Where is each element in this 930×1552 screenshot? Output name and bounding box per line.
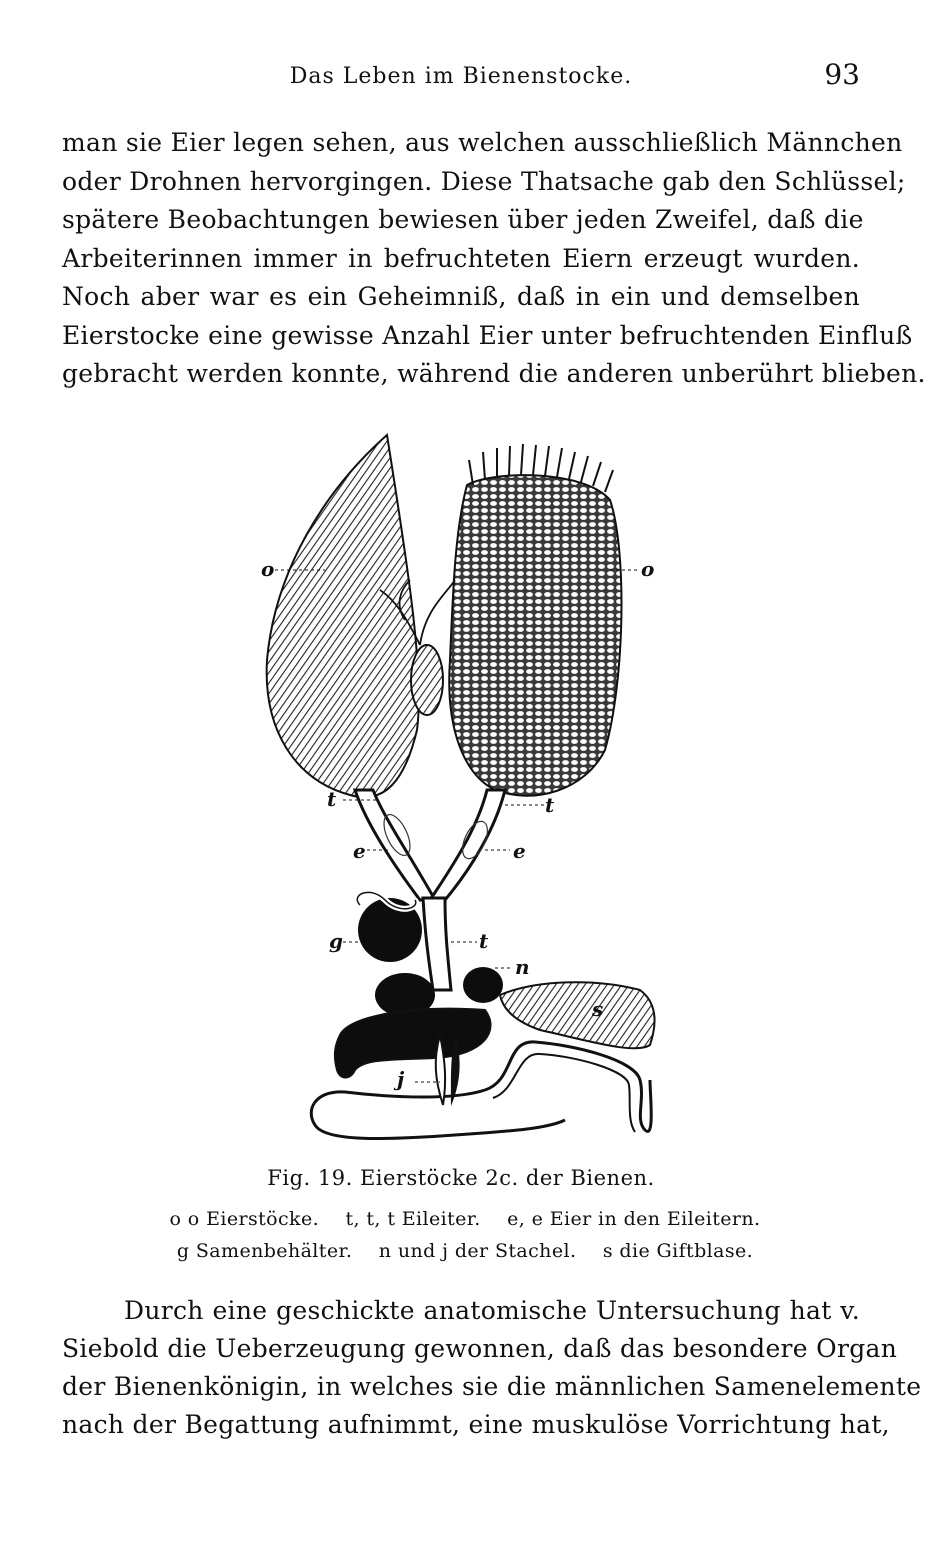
figure-caption-title: Fig. 19. Eierstöcke 2c. der Bienen.	[267, 1166, 655, 1190]
text-line: Siebold die Ueberzeugung gewonnen, daß das besondere Organ	[62, 1334, 898, 1363]
page-header	[62, 58, 860, 98]
poison-sac	[500, 982, 654, 1048]
text-line: gebracht werden konnte, während die anderen unberührt blieben.	[62, 359, 926, 388]
page-number: 93	[824, 58, 860, 91]
text-line: Arbeiterinnen immer in befruchteten Eiern erzeugt wurden.	[62, 243, 860, 273]
bee-ovary-illustration	[255, 430, 675, 1150]
paragraph-bottom	[62, 1292, 922, 1444]
illustration-svg	[255, 430, 675, 1150]
paragraph-top	[62, 124, 926, 394]
legend-item: g Samenbehälter.	[176, 1240, 353, 1262]
label-t-right: t	[545, 793, 555, 817]
text-line: man sie Eier legen sehen, aus welchen ausschließlich Männchen	[62, 128, 903, 157]
legend-item: o o Eierstöcke.	[169, 1208, 320, 1230]
legend-item: n und j der Stachel.	[378, 1240, 577, 1262]
label-t-center: t	[479, 929, 489, 953]
legend-item: s die Giftblase.	[602, 1240, 754, 1262]
label-e-right: e	[513, 839, 526, 863]
right-oviduct	[430, 790, 505, 900]
label-t-left: t	[327, 787, 337, 811]
label-e-left: e	[353, 839, 366, 863]
label-o-right: o	[641, 557, 655, 581]
label-j: j	[397, 1067, 405, 1091]
text-line: Noch aber war es ein Geheimniß, daß in ein und demselben	[62, 282, 860, 311]
legend-item: t, t, t Eileiter.	[345, 1208, 481, 1230]
running-head: Das Leben im Bienenstocke.	[289, 64, 633, 89]
text-line: nach der Begattung aufnimmt, eine muskulöse Vorrichtung hat,	[62, 1410, 890, 1439]
left-oviduct	[355, 790, 435, 900]
label-g: g	[329, 929, 343, 953]
right-ovary	[449, 475, 621, 796]
legend-item: e, e Eier in den Eileitern.	[507, 1208, 761, 1230]
text-line: Eierstocke eine gewisse Anzahl Eier unter befruchtenden Einfluß	[62, 320, 913, 350]
text-line: der Bienenkönigin, in welches sie die männlichen Samenelemente	[62, 1372, 922, 1401]
text-line: spätere Beobachtungen bewiesen über jeden Zweifel, daß die	[62, 205, 864, 234]
figure-legend-line-1	[100, 1208, 830, 1230]
label-o-left: o	[261, 557, 275, 581]
text-line: oder Drohnen hervorgingen. Diese Thatsache gab den Schlüssel;	[62, 166, 906, 196]
figure-legend-line-2	[100, 1240, 830, 1262]
left-ovary	[267, 435, 419, 797]
acid-gland	[335, 1009, 491, 1078]
label-s: s	[592, 997, 604, 1021]
label-n: n	[515, 955, 530, 979]
text-line: Durch eine geschickte anatomische Untersuchung hat v.	[124, 1296, 860, 1325]
